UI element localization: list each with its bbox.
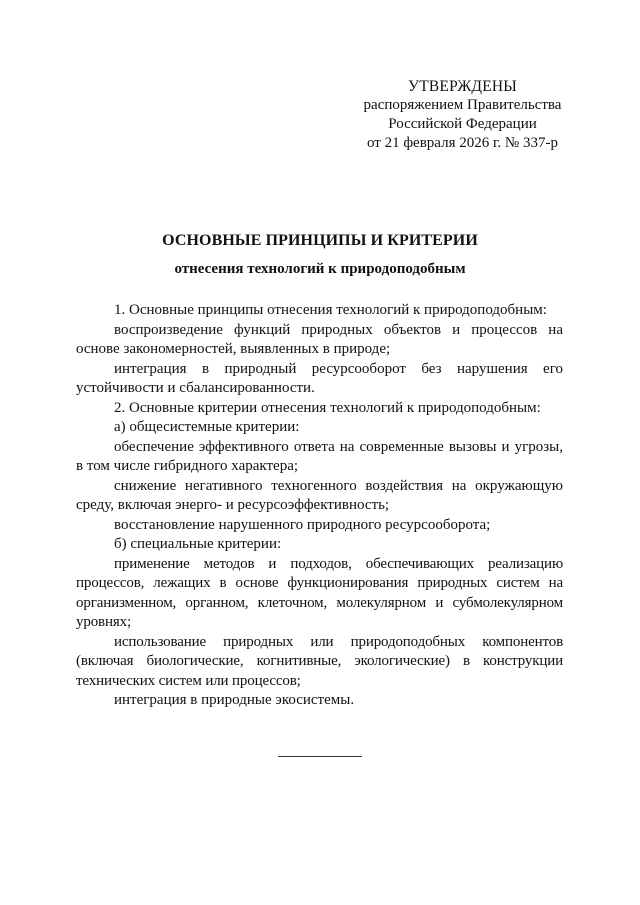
approval-line-2: Российской Федерации [388, 116, 537, 132]
criteria-group-heading: а) общесистемные критерии: [114, 419, 300, 435]
approval-block [340, 77, 585, 153]
criteria-item: интеграция в природные экосистемы. [114, 692, 355, 708]
criteria-group-heading: б) специальные критерии: [114, 536, 282, 552]
criteria-heading: 2. Основные критерии отнесения технологий к природоподобным: [114, 399, 541, 416]
principle-item: интеграция в природный ресурсооборот без нарушения его устойчивости и сбалансированности. [76, 360, 563, 396]
principle-item: воспроизведение функций природных объектов и процессов на основе закономерностей, выявленных в природе; [76, 321, 563, 357]
criteria-item: снижение негативного техногенного воздействия на окружающую среду, включая энерго- и ресурсоэффективность; [76, 477, 563, 513]
criteria-item: восстановление нарушенного природного ресурсооборота; [114, 516, 491, 533]
criteria-item: применение методов и подходов, обеспечивающих реализацию процессов, лежащих в основе функционирования природных систем на организменном, органном, клеточном, молекулярном и субмолекулярном уровнях; [76, 555, 563, 630]
end-divider [278, 756, 362, 757]
approval-line-1: распоряжением Правительства [363, 97, 562, 113]
approval-line-3: от 21 февраля 2026 г. № 337-р [366, 135, 558, 151]
criteria-item: обеспечение эффективного ответа на современные вызовы и угрозы, в том числе гибридного характера; [76, 438, 563, 474]
document-title: ОСНОВНЫЕ ПРИНЦИПЫ И КРИТЕРИИ [162, 232, 478, 249]
criteria-item: использование природных или природоподобных компонентов (включая биологические, когнитивные, экологические) в конструкции технических систем или процессов; [76, 633, 563, 689]
approval-heading: УТВЕРЖДЕНЫ [408, 78, 517, 95]
document-subtitle: отнесения технологий к природоподобным [174, 261, 466, 277]
document-body [76, 301, 563, 711]
principles-heading: 1. Основные принципы отнесения технологий к природоподобным: [114, 302, 547, 318]
